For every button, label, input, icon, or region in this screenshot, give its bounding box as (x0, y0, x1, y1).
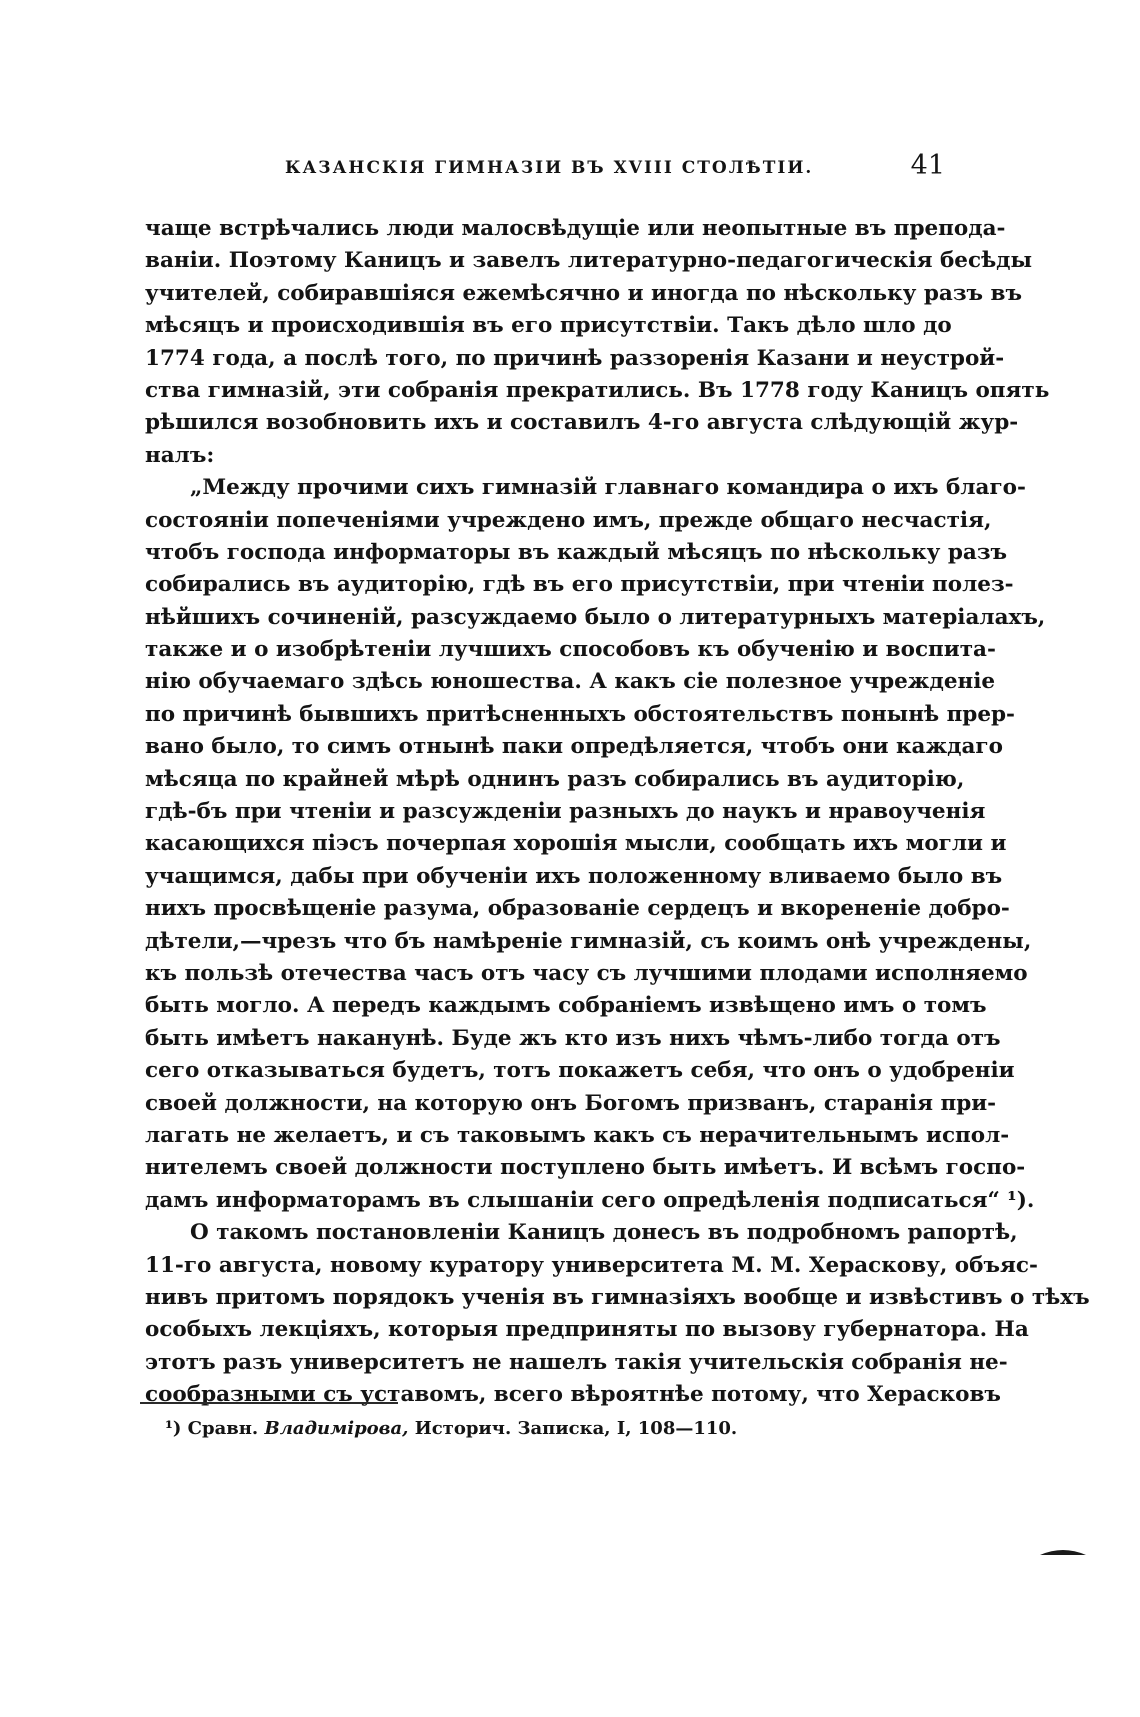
body-text (145, 213, 1090, 1411)
text-line: 1774 года, а послѣ того, по причинѣ раззоренія Казани и неустрой- (145, 345, 1005, 371)
text-line: ваніи. Поэтому Каницъ и завелъ литературно-педагогическія бесѣды (145, 248, 1033, 274)
text-line: лагать не желаетъ, и съ таковымъ какъ съ нерачительнымъ испол- (145, 1122, 1010, 1148)
text-line: 11-го августа, новому куратору университета М. М. Хераскову, объяс- (145, 1252, 1038, 1278)
page-number: 41 (910, 150, 945, 181)
text-line: вано было, то симъ отнынѣ паки опредѣляется, чтобъ они каждаго (145, 734, 1003, 760)
paragraph-first-line: О такомъ постановленіи Каницъ донесъ въ подробномъ рапортѣ, (190, 1220, 1018, 1246)
text-line: сообразными съ уставомъ, всего вѣроятнѣе потому, что Херасковъ (145, 1382, 1001, 1408)
footnote-reference: Историч. Записка, I, 108—110. (414, 1418, 738, 1439)
text-line: состояніи попеченіями учреждено имъ, прежде общаго несчастія, (145, 507, 992, 533)
text-line: собирались въ аудиторію, гдѣ въ его присутствіи, при чтеніи полез- (145, 572, 1014, 598)
footnote-separator (140, 1402, 398, 1404)
text-line: особыхъ лекціяхъ, которыя предприняты по вызову губернатора. На (145, 1317, 1029, 1343)
text-line: нивъ притомъ порядокъ ученія въ гимназіяхъ вообще и извѣстивъ о тѣхъ (145, 1284, 1090, 1310)
text-line: ства гимназій, эти собранія прекратились. Въ 1778 году Каницъ опять (145, 377, 1050, 403)
text-line: касающихся піэсъ почерпая хорошія мысли, сообщать ихъ могли и (145, 831, 1007, 857)
text-line: нителемъ своей должности поступлено быть имѣетъ. И всѣмъ госпо- (145, 1155, 1026, 1181)
text-line: учителей, собиравшіяся ежемѣсячно и иногда по нѣскольку разъ въ (145, 280, 1022, 306)
text-line: учащимся, дабы при обученіи ихъ положенному вливаемо было въ (145, 863, 1003, 889)
text-line: быть могло. А передъ каждымъ собраніемъ извѣщено имъ о томъ (145, 993, 987, 1019)
text-line: по причинѣ бывшихъ притѣсненныхъ обстоятельствъ понынѣ прер- (145, 701, 1015, 727)
text-line: нію обучаемаго здѣсь юношества. А какъ сіе полезное учрежденіе (145, 669, 996, 695)
text-line: гдѣ-бъ при чтеніи и разсужденіи разныхъ до наукъ и нравоученія (145, 799, 986, 825)
text-line: налъ: (145, 442, 215, 468)
text-line: этотъ разъ университетъ не нашелъ такія учительскія собранія не- (145, 1349, 1008, 1375)
footnote-marker: ¹) Сравн. (165, 1418, 259, 1439)
text-line: быть имѣетъ наканунѣ. Буде жъ кто изъ нихъ чѣмъ-либо тогда отъ (145, 1025, 1001, 1051)
quote-last-line: дамъ информаторамъ въ слышаніи сего опредѣленія подписаться“ ¹). (145, 1187, 1035, 1213)
footnote-author: Владимірова, (264, 1418, 409, 1439)
quote-first-line: „Между прочими сихъ гимназій главнаго командира о ихъ благо- (190, 475, 1026, 501)
text-line: къ пользѣ отечества часъ отъ часу съ лучшими плодами исполняемо (145, 960, 1028, 986)
text-line: мѣсяцъ и происходившія въ его присутствіи. Такъ дѣло шло до (145, 313, 952, 339)
text-line: чтобъ господа информаторы въ каждый мѣсяцъ по нѣскольку разъ (145, 539, 1008, 565)
text-line: мѣсяца по крайней мѣрѣ однинъ разъ собирались въ аудиторію, (145, 766, 965, 792)
running-head (145, 150, 945, 190)
footnote (165, 1418, 737, 1439)
text-line: рѣшился возобновить ихъ и составилъ 4-го августа слѣдующій жур- (145, 410, 1019, 436)
page-edge-mark (1038, 1547, 1088, 1557)
text-line: также и о изобрѣтеніи лучшихъ способовъ къ обученію и воспита- (145, 637, 996, 663)
text-line: дѣтели,—чрезъ что бъ намѣреніе гимназій, съ коимъ онѣ учреждены, (145, 928, 1032, 954)
running-head-title: КАЗАНСКІЯ ГИМНАЗІИ ВЪ XVIII СТОЛѢТІИ. (285, 158, 814, 178)
text-line: сего отказываться будетъ, тотъ покажетъ себя, что онъ о удобреніи (145, 1058, 1015, 1084)
text-line: чаще встрѣчались люди малосвѣдущіе или неопытные въ препода- (145, 216, 1006, 241)
text-line: нихъ просвѣщеніе разума, образованіе сердецъ и вкорененіе добро- (145, 896, 1010, 922)
text-line: своей должности, на которую онъ Богомъ призванъ, старанія при- (145, 1090, 997, 1116)
text-line: нѣйшихъ сочиненій, разсуждаемо было о литературныхъ матеріалахъ, (145, 604, 1046, 630)
